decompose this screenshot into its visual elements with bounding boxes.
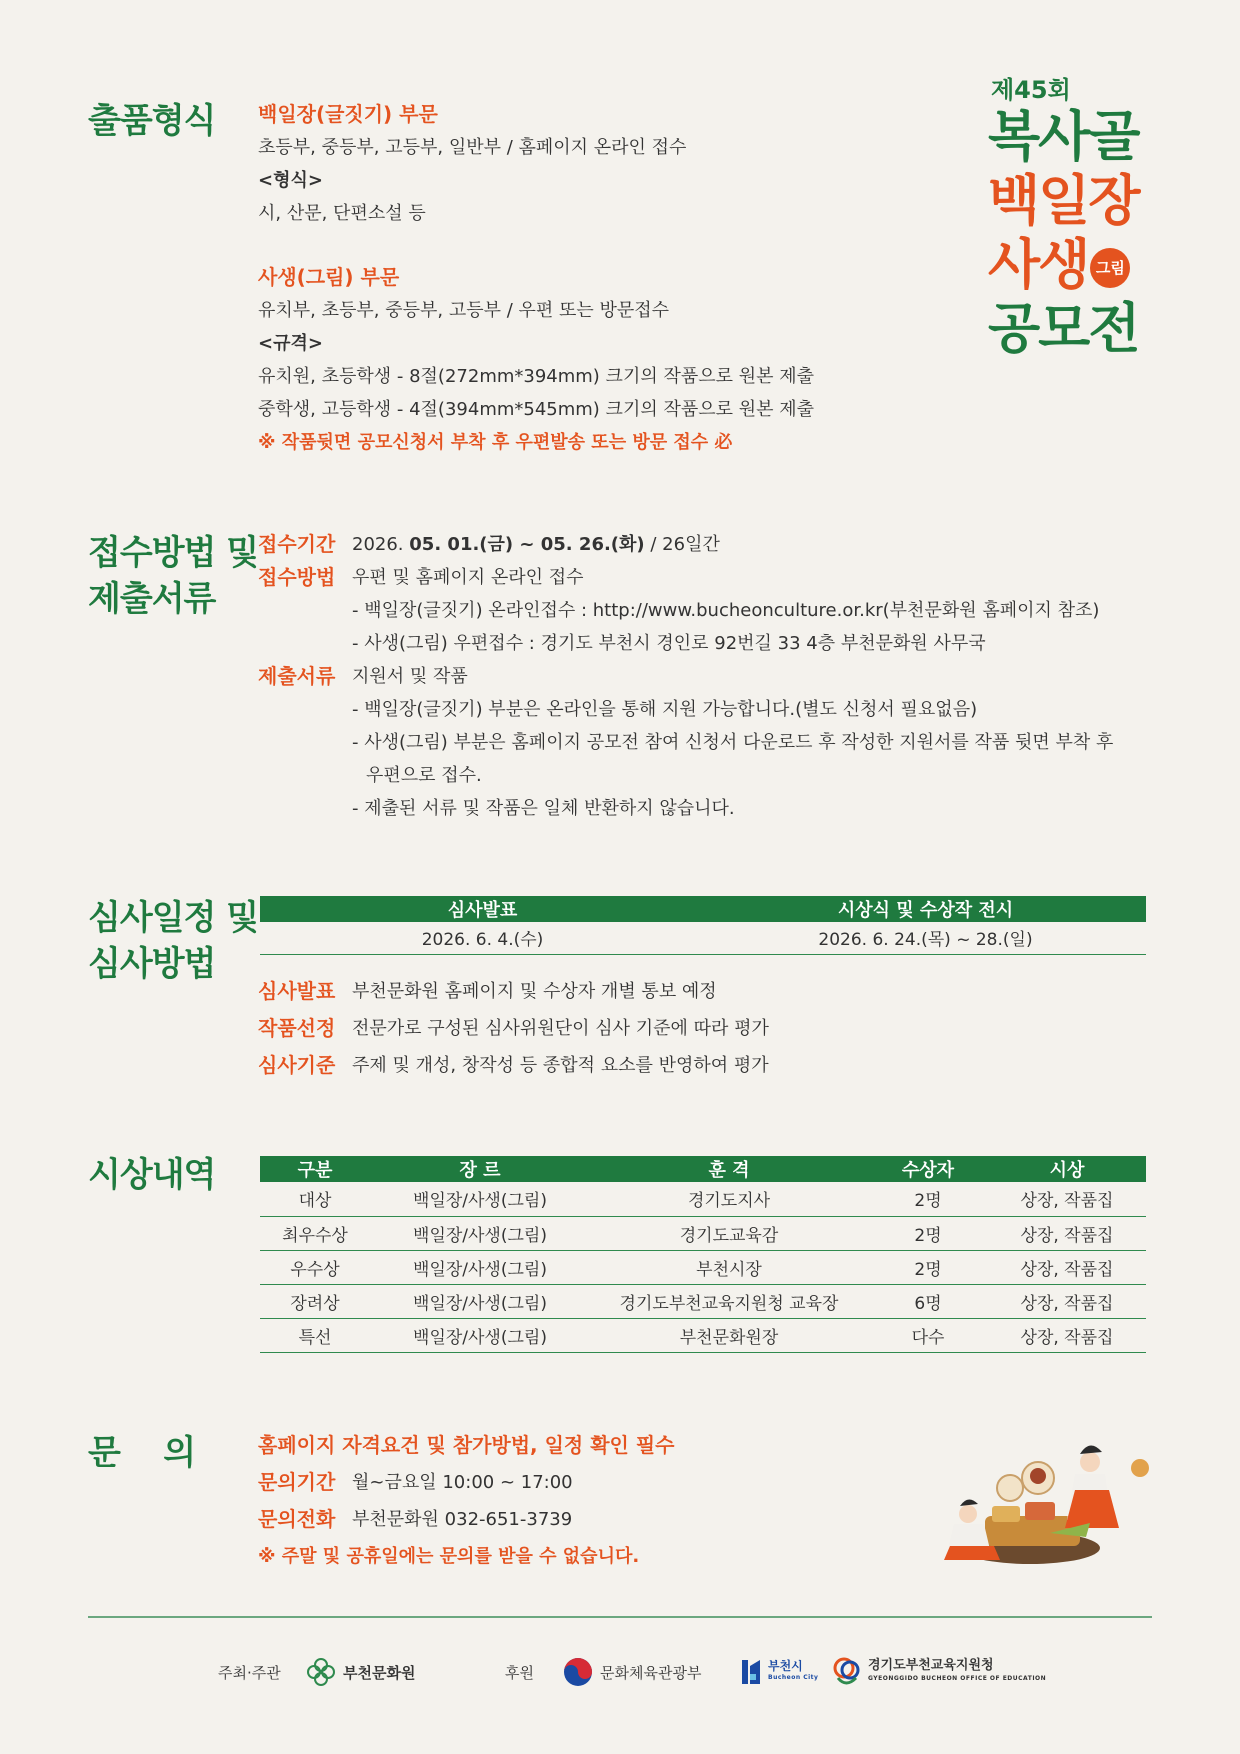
section-title-entry-format: 출품형식 [88,101,216,141]
method-post: - 사생(그림) 우편접수 : 경기도 부천시 경인로 92번길 33 4층 부천문화원 사무국 [352,633,986,654]
spec-label: <규격> [258,333,323,354]
period-year: 2026. [352,534,410,555]
form-label: <형식> [258,170,323,191]
table-row [260,1284,1146,1318]
awards-header-cell: 시상 [988,1156,1146,1182]
poster-title [988,70,1188,361]
period-row [258,528,1113,561]
criteria-value: 주제 및 개성, 창작성 등 종합적 요소를 반영하여 평가 [352,1055,769,1076]
table-row [260,1318,1146,1352]
select-label: 작품선정 [258,1016,336,1040]
sponsor-education [830,1652,1046,1692]
sponsor-education-text [868,1659,1046,1685]
judging-method-block [258,973,769,1084]
award-grade: 최우수상 [260,1216,370,1250]
award-grade: 특선 [260,1318,370,1352]
docs-line-3: - 제출된 서류 및 작품은 일체 반환하지 않습니다. [352,798,735,819]
section-title-judging-line1: 심사일정 및 [88,898,259,938]
contact-hours-value: 월~금요일 10:00 ~ 17:00 [352,1472,573,1493]
method-label: 접수방법 [258,565,336,589]
awards-header-cell: 장 르 [370,1156,590,1182]
period-days: / 26일간 [644,534,720,555]
host-logo [305,1652,415,1692]
select-row [258,1010,769,1047]
contact-block [258,1426,674,1575]
sponsor-ministry [562,1652,701,1692]
judging-header-cell: 심사발표 [260,896,705,922]
education-office-logo-icon [830,1656,862,1688]
picnic-illustration-icon [930,1428,1160,1578]
host-name: 부천문화원 [343,1663,416,1682]
sponsor-ministry-name: 문화체육관광부 [600,1663,702,1682]
table-row [260,1216,1146,1250]
footer [0,1652,1240,1692]
form-value: 시, 산문, 단편소설 등 [258,203,426,224]
award-prize: 상장, 작품집 [988,1182,1146,1216]
contact-heading: 홈페이지 자격요건 및 참가방법, 일정 확인 필수 [258,1433,675,1457]
contact-note: ※ 주말 및 공휴일에는 문의를 받을 수 없습니다. [258,1546,640,1567]
title-badge: 그림 [1090,248,1130,288]
docs-line-2b: 우편으로 접수. [366,765,482,786]
award-genre: 백일장/사생(그림) [370,1250,590,1284]
sponsor-education-sub: GYEONGGIDO BUCHEON OFFICE OF EDUCATION [868,1675,1047,1682]
judging-value-cell: 2026. 6. 24.(목) ~ 28.(일) [705,922,1146,954]
announce-value: 부천문화원 홈페이지 및 수상자 개별 통보 예정 [352,981,717,1002]
title-line-2: 백일장 [988,169,1139,232]
section-title-submission [88,530,258,622]
section-title-awards: 시상내역 [88,1155,216,1195]
entry-format-block [258,98,814,459]
method-row [258,561,1113,594]
sponsor-city-name: 부천시 [768,1659,803,1673]
awards-header-cell: 수상자 [868,1156,988,1182]
award-honor: 경기도교육감 [590,1216,868,1250]
bucheon-culture-logo-icon [305,1656,337,1688]
docs-line-2: - 사생(그림) 부분은 홈페이지 공모전 참여 신청서 다운로드 후 작성한 지원서를 작품 뒷면 부착 후 [352,732,1114,753]
contact-phone-value: 부천문화원 032-651-3739 [352,1509,573,1530]
section-title-contact: 문 의 [88,1433,196,1473]
award-count: 2명 [868,1250,988,1284]
award-count: 2명 [868,1216,988,1250]
awards-header-cell: 훈 격 [590,1156,868,1182]
table-row [260,1182,1146,1216]
section-title-judging [88,895,258,987]
awards-header-cell: 구분 [260,1156,370,1182]
judging-value-row [260,922,1146,954]
host-label: 주최·주관 [218,1663,281,1682]
award-grade: 우수상 [260,1250,370,1284]
announce-row [258,973,769,1010]
taegeuk-icon [562,1656,594,1688]
award-grade: 대상 [260,1182,370,1216]
title-line-3-text: 사생 [988,233,1089,296]
docs-value: 지원서 및 작품 [352,666,468,687]
contact-hours-label: 문의기간 [258,1470,336,1494]
docs-line-1: - 백일장(글짓기) 부분은 온라인을 통해 지원 가능합니다.(별도 신청서 필요없음) [352,699,978,720]
period-dates: 05. 01.(금) ~ 05. 26.(화) [409,534,645,555]
award-honor: 부천문화원장 [590,1318,868,1352]
period-value [352,528,720,561]
award-genre: 백일장/사생(그림) [370,1216,590,1250]
spec-line-2: 중학생, 고등학생 - 4절(394mm*545mm) 크기의 작품으로 원본 제출 [258,399,814,420]
judging-header-row [260,896,1146,922]
writing-heading: 백일장(글짓기) 부문 [258,102,438,126]
contact-hours-row [258,1464,674,1501]
announce-label: 심사발표 [258,979,336,1003]
awards-table [260,1156,1146,1353]
judging-header-cell: 시상식 및 수상작 전시 [705,896,1146,922]
criteria-row [258,1047,769,1084]
criteria-label: 심사기준 [258,1053,336,1077]
sponsor-city [740,1652,818,1692]
sponsor-city-sub: Bucheon City [768,1674,819,1681]
sponsor-city-text [768,1660,818,1684]
method-value: 우편 및 홈페이지 온라인 접수 [352,567,584,588]
award-count: 6명 [868,1284,988,1318]
section-title-judging-line2: 심사방법 [88,944,216,984]
award-prize: 상장, 작품집 [988,1250,1146,1284]
period-label: 접수기간 [258,532,336,556]
award-honor: 부천시장 [590,1250,868,1284]
section-title-submission-line1: 접수방법 및 [88,533,259,573]
section-title-submission-line2: 제출서류 [88,579,216,619]
contact-phone-row [258,1501,674,1538]
contact-phone-label: 문의전화 [258,1507,336,1531]
drawing-heading: 사생(그림) 부문 [258,265,400,289]
title-line-1: 복사골 [988,105,1139,168]
award-honor: 경기도부천교육지원청 교육장 [590,1284,868,1318]
select-value: 전문가로 구성된 심사위원단이 심사 기준에 따라 평가 [352,1018,769,1039]
award-genre: 백일장/사생(그림) [370,1284,590,1318]
sponsor-education-name: 경기도부천교육지원청 [868,1658,994,1673]
writing-target: 초등부, 중등부, 고등부, 일반부 / 홈페이지 온라인 접수 [258,137,687,158]
award-genre: 백일장/사생(그림) [370,1318,590,1352]
award-count: 다수 [868,1318,988,1352]
award-genre: 백일장/사생(그림) [370,1182,590,1216]
awards-header-row [260,1156,1146,1182]
title-edition: 제45회 [991,76,1071,104]
title-line-3 [988,233,1188,297]
spec-line-1: 유치원, 초등학생 - 8절(272mm*394mm) 크기의 작품으로 원본 제출 [258,366,814,387]
award-prize: 상장, 작품집 [988,1318,1146,1352]
award-prize: 상장, 작품집 [988,1284,1146,1318]
footer-divider [88,1616,1152,1618]
submission-block [258,528,1113,825]
judging-schedule-table [260,896,1146,955]
title-line-4: 공모전 [988,297,1139,360]
bucheon-city-logo-icon [740,1656,762,1688]
drawing-target: 유치부, 초등부, 중등부, 고등부 / 우편 또는 방문접수 [258,300,670,321]
docs-row [258,660,1113,693]
entry-note: ※ 작품뒷면 공모신청서 부착 후 우편발송 또는 방문 접수 必 [258,432,733,453]
table-row [260,1250,1146,1284]
judging-value-cell: 2026. 6. 4.(수) [260,922,705,954]
award-grade: 장려상 [260,1284,370,1318]
docs-label: 제출서류 [258,664,336,688]
award-prize: 상장, 작품집 [988,1216,1146,1250]
sponsor-label: 후원 [505,1663,534,1682]
award-count: 2명 [868,1182,988,1216]
award-honor: 경기도지사 [590,1182,868,1216]
method-online: - 백일장(글짓기) 온라인접수 : http://www.bucheonculture.or.kr(부천문화원 홈페이지 참조) [352,600,1100,621]
